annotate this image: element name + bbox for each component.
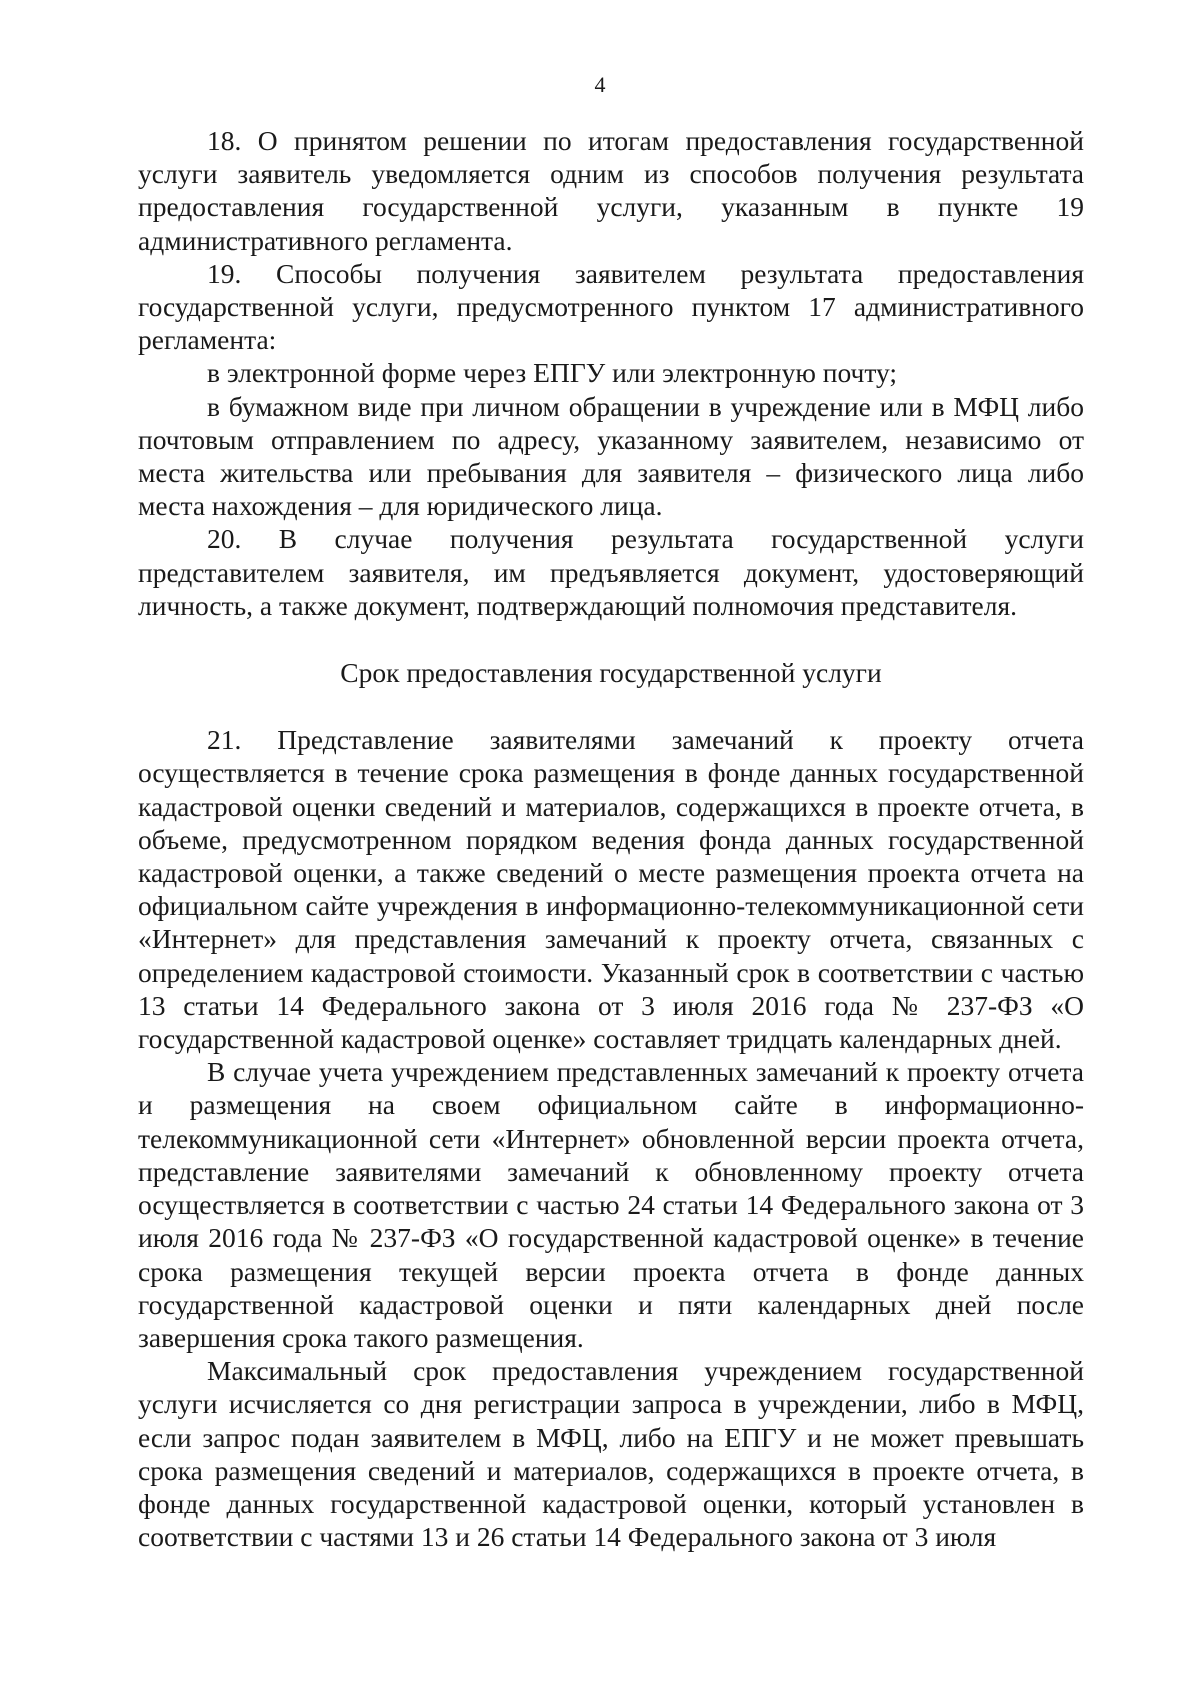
section-heading: Срок предоставления государственной услуги xyxy=(340,657,882,689)
paragraph-21-updated-report: В случае учета учреждением представленных замечаний к проекту отчета и размещения на своем официальном сайте в информационно-телекоммуникационной сети «Интернет» обновленной версии проекта отчета, представление заявителями замечаний к обновленному проекту отчета осуществляется в соответствии с частью 24 статьи 14 Федерального закона от 3 июля 2016 года № 237-ФЗ «О государственной кадастровой оценке» в течение срока размещения текущей версии проекта отчета в фонде данных государственной кадастровой оценки и пяти календарных дней после завершения срока такого размещения. xyxy=(138,1056,1084,1353)
paragraph-21: 21. Представление заявителями замечаний к проекту отчета осуществляется в течение срока размещения в фонде данных государственной кадастровой оценки сведений и материалов, содержащихся в проекте отчета, в объеме, предусмотренном порядком ведения фонда данных государственной кадастровой оценки, а также сведений о месте размещения проекта отчета на официальном сайте учреждения в информационно-телекоммуникационной сети «Интернет» для представления замечаний к проекту отчета, связанных с определением кадастровой стоимости. Указанный срок в соответствии с частью 13 статьи 14 Федерального закона от 3 июля 2016 года № 237-ФЗ «О государственной кадастровой оценке» составляет тридцать календарных дней. xyxy=(138,724,1084,1055)
paragraph-19-item-electronic: в электронной форме через ЕПГУ или электронную почту; xyxy=(207,357,898,389)
paragraph-20: 20. В случае получения результата государственной услуги представителем заявителя, им предъявляется документ, удостоверяющий личность, а также документ, подтверждающий полномочия представителя. xyxy=(138,523,1084,621)
page-number: 4 xyxy=(594,72,606,97)
paragraph-18: 18. О принятом решении по итогам предоставления государственной услуги заявитель уведомляется одним из способов получения результата предоставления государственной услуги, указанным в пункте 19 административного регламента. xyxy=(138,125,1084,256)
paragraph-19-item-paper: в бумажном виде при личном обращении в учреждение или в МФЦ либо почтовым отправлением по адресу, указанному заявителем, независимо от места жительства или пребывания для заявителя – физического лица либо места нахождения – для юридического лица. xyxy=(138,390,1084,522)
paragraph-19: 19. Способы получения заявителем результата предоставления государственной услуги, предусмотренного пунктом 17 административного регламента: xyxy=(138,257,1084,356)
paragraph-21-max-term: Максимальный срок предоставления учреждением государственной услуги исчисляется со дня регистрации запроса в учреждении, либо в МФЦ, если запрос подан заявителем в МФЦ, либо на ЕПГУ и не может превышать срока размещения сведений и материалов, содержащихся в проекте отчета, в фонде данных государственной кадастровой оценки, который установлен в соответствии с частями 13 и 26 статьи 14 Федерального закона от 3 июля xyxy=(138,1355,1084,1553)
document-body xyxy=(138,124,1084,1553)
